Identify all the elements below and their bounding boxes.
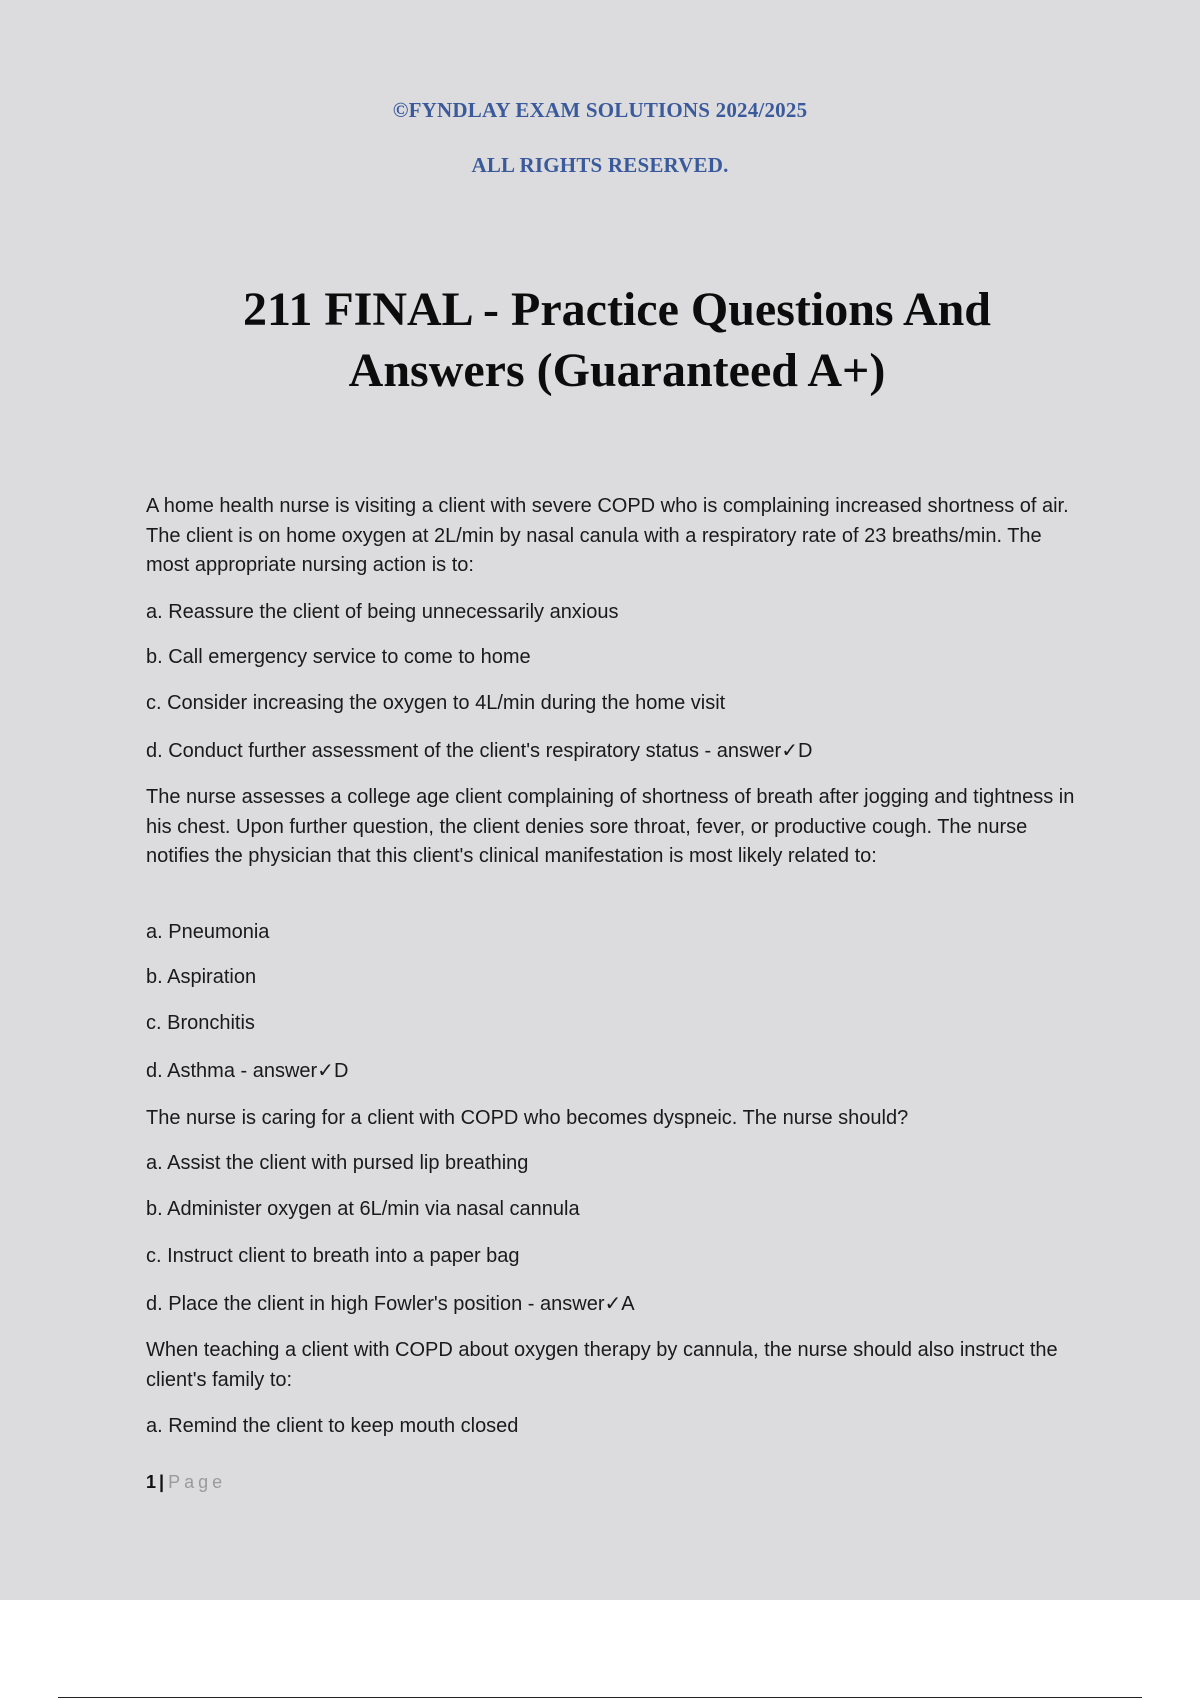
question-stem: The nurse assesses a college age client complaining of shortness of breath after jogging and tightness in his chest. Upon further question, the client denies sore throat, fever, or productive cough. The nurse notifies the physician that this client's clinical manifestation is most likely related to:	[146, 786, 1075, 867]
footer-separator: |	[159, 1472, 165, 1492]
answer-option: a. Reassure the client of being unnecessarily anxious	[146, 601, 619, 623]
page-footer	[146, 1472, 226, 1493]
document-title	[0, 279, 1200, 401]
answer-option: b. Administer oxygen at 6L/min via nasal cannula	[146, 1198, 580, 1220]
copyright-line: ©FYNDLAY EXAM SOLUTIONS 2024/2025	[392, 98, 808, 122]
answer-option: c. Bronchitis	[146, 1012, 255, 1034]
question-stem: When teaching a client with COPD about oxygen therapy by cannula, the nurse should also instruct the client's family to:	[146, 1339, 1058, 1391]
page-label: Page	[168, 1472, 227, 1492]
answer-option: d. Asthma - answer✓D	[146, 1060, 349, 1082]
answer-option: b. Call emergency service to come to home	[146, 646, 531, 668]
answer-option: a. Assist the client with pursed lip breathing	[146, 1152, 529, 1174]
answer-option: b. Aspiration	[146, 966, 257, 988]
page-divider-line	[58, 1697, 1142, 1698]
page-number: 1	[146, 1472, 157, 1492]
answer-option: a. Remind the client to keep mouth closed	[146, 1415, 519, 1437]
answer-option: a. Pneumonia	[146, 921, 270, 943]
title-line-2: Answers (Guaranteed A+)	[348, 344, 886, 397]
answer-option: d. Conduct further assessment of the client's respiratory status - answer✓D	[146, 740, 813, 762]
question-stem: A home health nurse is visiting a client with severe COPD who is complaining increased shortness of air. The client is on home oxygen at 2L/min by nasal canula with a respiratory rate of 23 breaths/min. The most appropriate nursing action is to:	[146, 495, 1069, 576]
title-line-1: 211 FINAL - Practice Questions And	[242, 283, 991, 336]
question-stem: The nurse is caring for a client with COPD who becomes dyspneic. The nurse should?	[146, 1107, 909, 1129]
rights-reserved-line: ALL RIGHTS RESERVED.	[471, 153, 729, 177]
answer-option: c. Instruct client to breath into a paper bag	[146, 1245, 520, 1267]
answer-option: d. Place the client in high Fowler's position - answer✓A	[146, 1293, 635, 1315]
answer-option: c. Consider increasing the oxygen to 4L/min during the home visit	[146, 692, 726, 714]
